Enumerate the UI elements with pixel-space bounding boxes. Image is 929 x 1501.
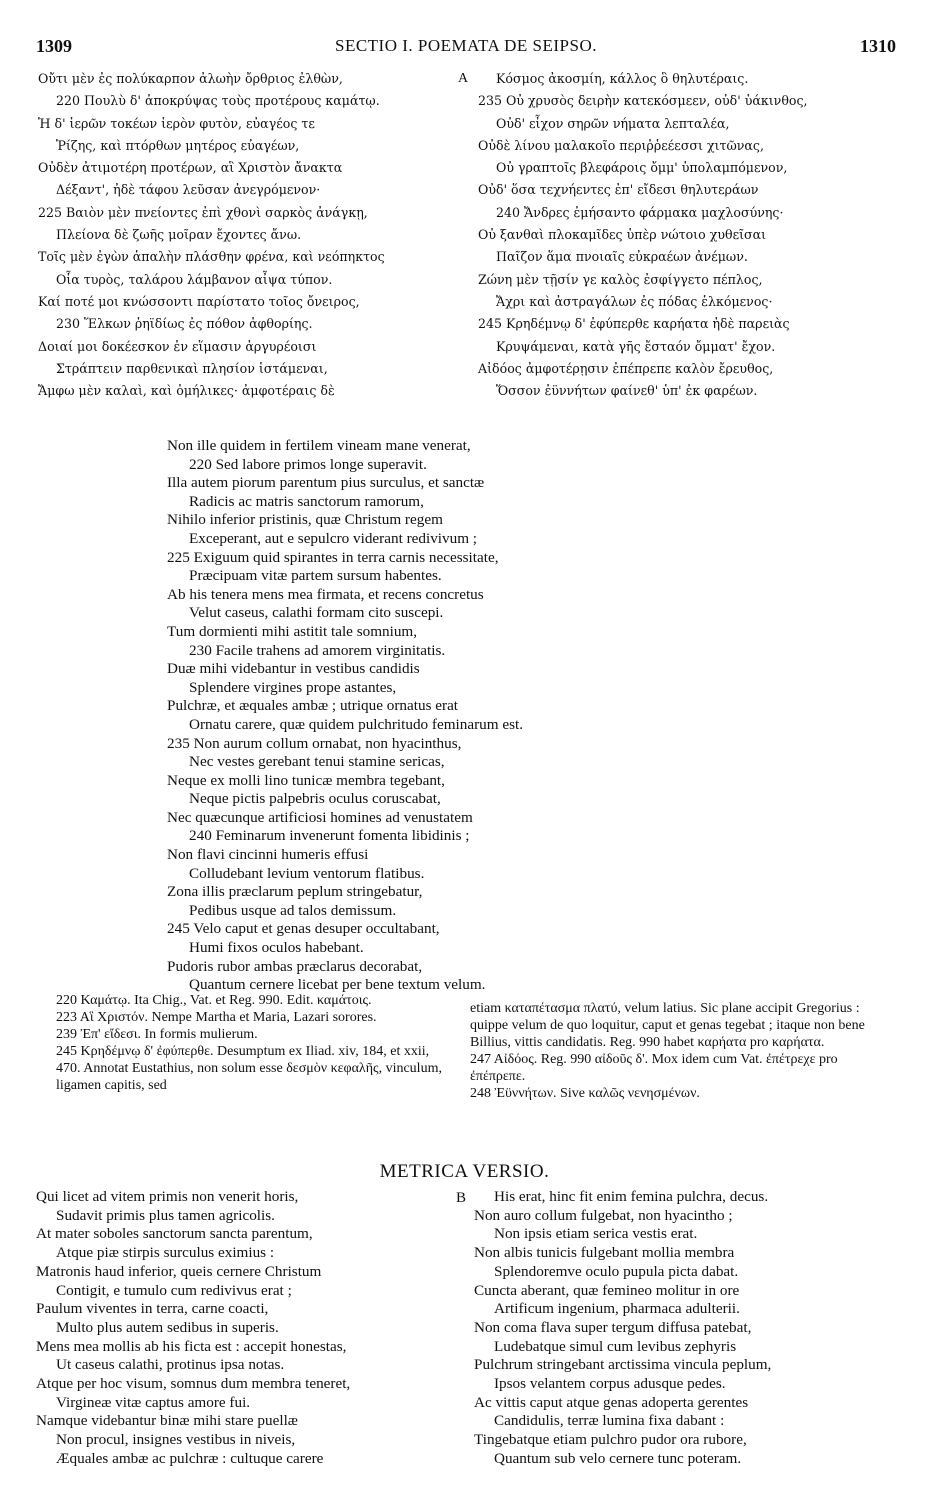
greek-verse-line: Κόσμος ἀκοσμίη, κάλλος ὃ θηλυτέραις. <box>496 71 749 86</box>
greek-verse-line: 235 Οὐ χρυσὸς δειρὴν κατεκόσμεεν, οὐδ' ὑάκινθος, <box>478 93 808 109</box>
latin-verse-line: Præcipuam vitæ partem sursum habentes. <box>189 567 442 585</box>
metrica-verse-line: Pulchrum stringebant arctissima vincula peplum, <box>474 1356 772 1374</box>
greek-verse-line: Ζώνη μὲν τῇσίν γε καλὸς ἐσφίγγετο πέπλος, <box>478 271 763 287</box>
greek-verse-line: Οὐδ' εἶχον σηρῶν νήματα λεπταλέα, <box>496 115 730 131</box>
latin-verse-line: Colludebant levium ventorum flatibus. <box>189 864 425 882</box>
greek-verse-line: Στράπτειν παρθενικαὶ πλησίον ἱστάμεναι, <box>56 360 328 376</box>
latin-verse-line: Ab his tenera mens mea firmata, et recens concretus <box>167 585 484 603</box>
metrica-verse-line: Non auro collum fulgebat, non hyacintho ; <box>474 1206 733 1224</box>
metrica-verse-line: Matronis haud inferior, queis cernere Christum <box>36 1262 322 1280</box>
footnote: 247 Αἰδόος. Reg. 990 αἰδοῦς δ'. Mox idem cum Vat. ἐπέτρεχε pro ἐπέπρεπε. <box>470 1052 838 1084</box>
latin-verse-line: Pulchræ, et æquales ambæ ; utrique ornatus erat <box>167 697 459 715</box>
greek-verse-line: 240 Ἄνδρες ἐμήσαντο φάρμακα μαχλοσύνης· <box>496 204 784 220</box>
latin-verse-line: Quantum cernere licebat per bene textum velum. <box>189 976 486 994</box>
metrica-verse-line: Non albis tunicis fulgebant mollia membra <box>474 1244 735 1262</box>
latin-translation <box>167 437 887 995</box>
metrica-verse-line: Namque videbantur binæ mihi stare puellæ <box>36 1412 298 1430</box>
latin-verse-line: Non ille quidem in fertilem vineam mane venerat, <box>167 437 471 454</box>
metrica-verse-line: Qui licet ad vitem primis non venerit horis, <box>36 1188 299 1205</box>
page-number-right: 1310 <box>860 36 896 56</box>
latin-verse-line: Velut caseus, calathi formam cito suscepi. <box>189 604 444 622</box>
greek-verse-line: Τοῖς μὲν ἐγὼν ἁπαλὴν πλάσθην φρένα, καὶ νεόπηκτος <box>38 249 385 265</box>
metrica-verse-line: Tingebatque etiam pulchro pudor ora rubore, <box>474 1431 747 1449</box>
footnote: 223 Αἳ Χριστόν. Nempe Martha et Maria, Lazari sorores. <box>56 1010 377 1025</box>
metrica-verse-line: Atque piæ stirpis surculus eximius : <box>56 1244 275 1262</box>
metrica-verse-line: Non ipsis etiam serica vestis erat. <box>494 1225 698 1243</box>
greek-verse-line: Ῥίζης, καὶ πτόρθων μητέρος εὐαγέων, <box>56 137 300 153</box>
metrica-verse-line: Ac vittis caput atque genas adoperta gerentes <box>474 1393 749 1411</box>
metrica-verse-line: Virgineæ vitæ captus amore fui. <box>56 1393 251 1411</box>
metrica-verse-line: Mens mea mollis ab his ficta est : accepit honestas, <box>36 1337 347 1355</box>
greek-verse-line: Ἡ δ' ἱερῶν τοκέων ἱερὸν φυτὸν, εὐαγέος τε <box>38 115 315 131</box>
latin-verse-line: 240 Feminarum invenerunt fomenta libidinis ; <box>189 827 470 845</box>
metrica-versio-right-column <box>474 1188 904 1469</box>
footnotes-left-column <box>56 992 454 1094</box>
footnote: 220 Καμάτῳ. Ita Chig., Vat. et Reg. 990. Edit. καμάτοις. <box>56 993 372 1008</box>
greek-verse-line: Δοιαί μοι δοκέεσκον ἐν εἵμασιν ἀργυρέοισι <box>38 338 317 354</box>
metrica-verse-line: Candidulis, terræ lumina fixa dabant : <box>494 1412 725 1430</box>
greek-verse-line: Αἰδόος ἀμφοτέρῃσιν ἐπέπρεπε καλὸν ἔρευθος, <box>478 360 774 376</box>
latin-verse-line: Zona illis præclarum peplum stringebatur, <box>167 883 423 901</box>
greek-text-left-column <box>38 68 458 402</box>
metrica-verse-line: Æquales ambæ ac pulchræ : cultuque carere <box>56 1449 324 1467</box>
footnote: 248 Ἐϋννήτων. Sive καλῶς νενησμένων. <box>470 1086 700 1101</box>
greek-verse-line: Καί ποτέ μοι κνώσσοντι παρίστατο τοῖος ὄνειρος, <box>38 293 360 309</box>
footnote: etiam καταπέτασμα πλατύ, velum latius. Sic plane accipit Gregorius : quippe velum de quo loquitur, caput et genas tegebat ; itaque non bene Billius, vittis candidatis. Reg. 990 habet καρήατα pro καρήατα. <box>470 1001 865 1050</box>
metrica-versio-title: METRICA VERSIO. <box>379 1161 550 1182</box>
page-number-left: 1309 <box>36 36 72 56</box>
greek-verse-line: 225 Βαιὸν μὲν πνείοντες ἐπὶ χθονὶ σαρκὸς ἀνάγκῃ, <box>38 204 368 220</box>
metrica-verse-line: Ipsos velantem corpus adusque pedes. <box>494 1375 726 1393</box>
latin-verse-line: Neque pictis palpebris oculus coruscabat, <box>189 790 441 808</box>
greek-verse-line: Δέξαντ', ἠδὲ τάφου λεῦσαν ἀνεγρόμενον· <box>56 182 321 198</box>
metrica-verse-line: Non procul, insignes vestibus in niveis, <box>56 1431 296 1449</box>
greek-verse-line: 245 Κρηδέμνῳ δ' ἐφύπερθε καρήατα ἠδὲ παρειὰς <box>478 316 790 332</box>
greek-verse-line: Οἷα τυρὸς, ταλάρου λάμβανον αἶψα τύπον. <box>56 271 333 287</box>
greek-verse-line: Κρυψάμεναι, κατὰ γῆς ἔσταόν ὄμματ' ἔχον. <box>496 338 776 354</box>
footnotes-right-column <box>470 1000 895 1102</box>
metrica-verse-line: Multo plus autem sedibus in superis. <box>56 1318 279 1336</box>
latin-verse-line: Non flavi cincinni humeris effusi <box>167 846 369 864</box>
latin-verse-line: Nec quæcunque artificiosi homines ad venustatem <box>167 808 473 826</box>
greek-text-right-column <box>478 68 918 402</box>
latin-verse-line: 235 Non aurum collum ornabat, non hyacinthus, <box>167 734 462 752</box>
latin-verse-line: 230 Facile trahens ad amorem virginitatis. <box>189 641 446 659</box>
greek-verse-line: 220 Πουλὺ δ' ἀποκρύψας τοὺς προτέρους καμάτῳ. <box>56 93 380 109</box>
metrica-verse-line: Atque per hoc visum, somnus dum membra teneret, <box>36 1375 351 1393</box>
metrica-verse-line: Ludebatque simul cum levibus zephyris <box>494 1337 737 1355</box>
greek-verse-line: Οὐδὲν ἀτιμοτέρη προτέρων, αἳ Χριστὸν ἄνακτα <box>38 160 343 176</box>
metrica-verse-line: Non coma flava super tergum diffusa patebat, <box>474 1318 752 1336</box>
latin-verse-line: Pudoris rubor ambas præclarus decorabat, <box>167 957 423 975</box>
greek-verse-line: 230 Ἕλκων ῥηϊδίως ἐς πόθον ἀφθορίης. <box>56 316 313 332</box>
metrica-verse-line: Ut caseus calathi, protinus ipsa notas. <box>56 1356 285 1374</box>
greek-verse-line: Ἄχρι καὶ ἀστραγάλων ἐς πόδας ἑλκόμενος· <box>496 293 773 309</box>
page-header <box>36 36 896 58</box>
latin-verse-line: Pedibus usque ad talos demissum. <box>189 901 397 919</box>
latin-verse-line: Neque ex molli lino tunicæ membra tegebant, <box>167 771 445 789</box>
latin-verse-line: 220 Sed labore primos longe superavit. <box>189 455 427 473</box>
latin-verse-line: Illa autem piorum parentum pius surculus, et sanctæ <box>167 474 485 492</box>
latin-verse-line: Radicis ac matris sanctorum ramorum, <box>189 492 424 510</box>
greek-verse-line: Ὅσσον ἐϋννήτων φαίνεθ' ὑπ' ἐκ φαρέων. <box>496 383 758 399</box>
column-marker-a: A <box>458 71 469 86</box>
latin-verse-line: 245 Velo caput et genas desuper occultabant, <box>167 920 440 938</box>
latin-verse-line: Nihilo inferior pristinis, quæ Christum regem <box>167 511 443 529</box>
footnote: 245 Κρηδέμνῳ δ' ἐφύπερθε. Desumptum ex Iliad. xiv, 184, et xxii, 470. Annotat Eustathius, non solum esse δεσμὸν κεφαλῆς, vinculum, ligamen capitis, sed <box>56 1044 442 1093</box>
greek-verse-line: Ἄμφω μὲν καλαὶ, καὶ ὁμήλικες· ἀμφοτέραις δὲ <box>38 383 335 399</box>
latin-verse-line: Nec vestes gerebant tenui stamine sericas, <box>189 753 445 771</box>
column-marker-b: B <box>456 1190 467 1206</box>
greek-verse-line: Παῖζον ἅμα πνοιαῖς εὐκραέων ἀνέμων. <box>496 249 748 265</box>
latin-verse-line: Duæ mihi videbantur in vestibus candidis <box>167 660 420 678</box>
metrica-verse-line: Quantum sub velo cernere tunc poteram. <box>494 1449 742 1467</box>
greek-verse-line: Οὐ ξανθαὶ πλοκαμῖδες ὑπὲρ νώτοιο χυθεῖσαι <box>478 227 767 243</box>
metrica-verse-line: Sudavit primis plus tamen agricolis. <box>56 1206 275 1224</box>
metrica-verse-line: Cuncta aberant, quæ femineo molitur in ore <box>474 1281 740 1299</box>
greek-verse-line: Οὐ γραπτοῖς βλεφάροις ὄμμ' ὑπολαμπόμενον, <box>496 160 788 176</box>
metrica-verse-line: Paulum viventes in terra, carne coacti, <box>36 1300 269 1318</box>
latin-verse-line: Splendere virgines prope astantes, <box>189 678 397 696</box>
metrica-verse-line: Contigit, e tumulo cum redivivus erat ; <box>56 1281 292 1299</box>
metrica-versio-left-column <box>36 1188 456 1469</box>
latin-verse-line: Humi fixos oculos habebant. <box>189 939 364 957</box>
metrica-verse-line: Artificum ingenium, pharmaca adulterii. <box>494 1300 740 1318</box>
metrica-verse-line: Splendoremve oculo pupula picta dabat. <box>494 1262 739 1280</box>
footnote: 239 Ἐπ' εἴδεσι. In formis mulierum. <box>56 1027 258 1042</box>
latin-verse-line: 225 Exiguum quid spirantes in terra carnis necessitate, <box>167 548 499 566</box>
latin-verse-line: Ornatu carere, quæ quidem pulchritudo feminarum est. <box>189 715 524 733</box>
greek-verse-line: Οὐδ' ὅσα τεχνήεντες ἐπ' εἴδεσι θηλυτεράων <box>478 182 759 198</box>
greek-verse-line: Πλείονα δὲ ζωῆς μοῖραν ἔχοντες ἄνω. <box>56 227 302 243</box>
running-title: SECTIO I. POEMATA DE SEIPSO. <box>335 36 597 55</box>
greek-verse-line: Οὔτι μὲν ἐς πολύκαρπον ἀλωὴν ὄρθριος ἐλθὼν, <box>38 71 343 86</box>
metrica-verse-line: At mater soboles sanctorum sancta parentum, <box>36 1225 313 1243</box>
latin-verse-line: Tum dormienti mihi astitit tale somnium, <box>167 622 418 640</box>
greek-verse-line: Οὐδὲ λίνου μαλακοῖο περιῤῥεέεσσι χιτῶνας, <box>478 137 764 153</box>
metrica-verse-line: His erat, hinc fit enim femina pulchra, decus. <box>494 1188 769 1205</box>
latin-verse-line: Exceperant, aut e sepulcro viderant redivivum ; <box>189 529 478 547</box>
